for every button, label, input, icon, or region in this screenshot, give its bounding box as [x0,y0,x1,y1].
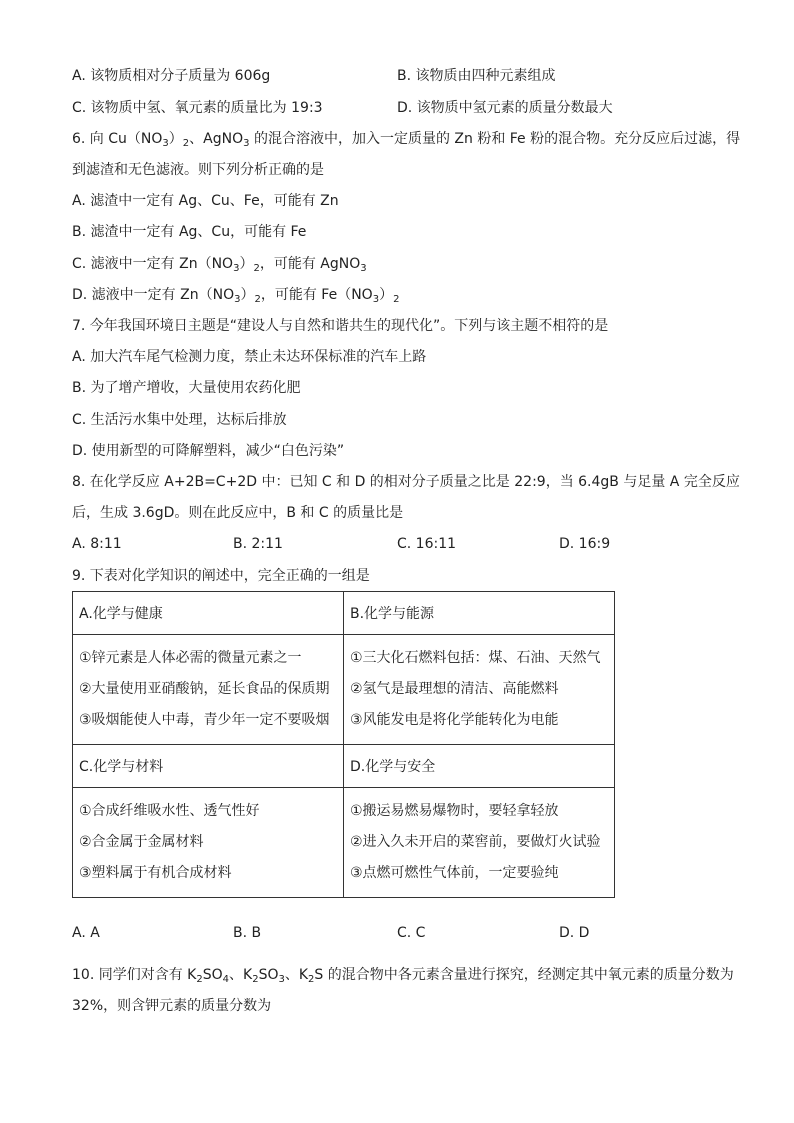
subscript: 3 [360,263,367,274]
q10-stem-line2: 32%，则含钾元素的质量分数为 [72,998,272,1014]
table-cell-d [344,788,615,898]
q8-option-d: D. 16:9 [559,536,611,552]
subscript: 3 [233,263,240,274]
q7-option-a: A. 加大汽车尾气检测力度，禁止未达环保标准的汽车上路 [72,349,427,365]
subscript: 2 [182,138,190,149]
q6-stem-text: ） [168,131,183,147]
q5-option-b: B. 该物质由四种元素组成 [397,68,556,84]
subscript: 2 [252,974,259,985]
table-item: ①搬运易燃易爆物时，要轻拿轻放 [350,803,559,819]
q9-option-d: D. D [559,925,590,941]
q9-option-a: A. A [72,925,100,941]
table-item: ①锌元素是人体必需的微量元素之一 [79,650,302,666]
table-cell-c [73,788,344,898]
q10-stem-text: SO [258,967,279,983]
q7-option-d: D. 使用新型的可降解塑料，减少“白色污染” [72,443,345,459]
q8-stem-line2: 后，生成 3.6gD。则在此反应中，B 和 C 的质量比是 [72,505,404,521]
table-item: ③点燃可燃性气体前，一定要验纯 [350,865,559,881]
q8-stem-line1: 8. 在化学反应 A+2B=C+2D 中：已知 C 和 D 的相对分子质量之比是 22:9，当 6.4gB 与足量 A 完全反应 [72,474,740,490]
subscript: 2 [308,974,315,985]
q7-option-b: B. 为了增产增收，大量使用农药化肥 [72,380,301,396]
q7-option-c: C. 生活污水集中处理，达标后排放 [72,412,287,428]
q9-stem: 9. 下表对化学知识的阐述中，完全正确的一组是 [72,568,370,584]
q6-stem-line2: 到滤渣和无色滤液。则下列分析正确的是 [72,162,324,178]
subscript: 3 [243,138,250,149]
table-cell-b [344,635,615,745]
table-item: ③塑料属于有机合成材料 [79,865,232,881]
q6-option-a: A. 滤渣中一定有 Ag、Cu、Fe，可能有 Zn [72,193,339,209]
q9-option-b: B. B [233,925,262,941]
q6-option-c [72,253,367,275]
subscript: 3 [234,294,241,305]
table-item: ①合成纤维吸水性、透气性好 [79,803,260,819]
q8-option-c: C. 16:11 [397,536,457,552]
table-item: ③吸烟能使人中毒，青少年一定不要吸烟 [79,712,330,728]
table-header-d: D.化学与安全 [344,745,615,788]
q7-stem: 7. 今年我国环境日主题是“建设人与自然和谐共生的现代化”。下列与该主题不相符的是 [72,318,609,334]
table-header-c: C.化学与材料 [73,745,344,788]
q8-option-a: A. 8:11 [72,536,122,552]
q6-option-c-text: ，可能有 AgNO [259,256,361,272]
subscript: 3 [372,294,380,305]
q6-option-c-text: C. 滤液中一定有 Zn（NO [72,256,234,272]
subscript: 2 [393,294,400,305]
q6-option-d-text: D. 滤液中一定有 Zn（NO [72,287,235,303]
q5-option-d: D. 该物质中氢元素的质量分数最大 [397,100,613,116]
subscript: 4 [222,974,230,985]
q10-stem-text: S 的混合物中各元素含量进行探究，经测定其中氧元素的质量分数为 [314,967,734,983]
subscript: 2 [253,263,260,274]
subscript: 2 [196,974,203,985]
table-item: ②进入久未开启的菜窖前，要做灯火试验 [350,834,601,850]
q6-option-d-text: ，可能有 Fe（NO [260,287,373,303]
q6-option-d [72,284,399,306]
table-item: ③风能发电是将化学能转化为电能 [350,712,559,728]
q5-option-c: C. 该物质中氢、氧元素的质量比为 19:3 [72,100,323,116]
q6-stem-line1 [72,128,740,150]
table-item: ②合金属于金属材料 [79,834,204,850]
q5-option-a: A. 该物质相对分子质量为 606g [72,68,271,84]
table-header-a: A.化学与健康 [73,592,344,635]
table-item: ②大量使用亚硝酸钠，延长食品的保质期 [79,681,330,697]
q10-stem-text: 、K [284,967,309,983]
table-header-b: B.化学与能源 [344,592,615,635]
q6-stem-text: 6. 向 Cu（NO [72,131,163,147]
subscript: 3 [162,138,169,149]
subscript: 3 [278,974,285,985]
table-item: ①三大化石燃料包括：煤、石油、天然气 [350,650,601,666]
q6-stem-text: 、AgNO [189,131,244,147]
q9-knowledge-table [72,591,615,898]
q10-stem-text: 、K [229,967,253,983]
q10-stem-text: SO [202,967,223,983]
q10-stem-text: 10. 同学们对含有 K [72,967,197,983]
q6-option-c-text: ） [239,256,254,272]
q6-stem-text: 的混合溶液中，加入一定质量的 Zn 粉和 Fe 粉的混合物。充分反应后过滤，得 [249,131,741,147]
q10-stem-line1 [72,964,734,986]
table-item: ②氢气是最理想的清洁、高能燃料 [350,681,559,697]
q9-option-c: C. C [397,925,426,941]
table-cell-a [73,635,344,745]
subscript: 2 [254,294,261,305]
q8-option-b: B. 2:11 [233,536,283,552]
q6-option-b: B. 滤渣中一定有 Ag、Cu，可能有 Fe [72,224,307,240]
q6-option-d-text: ） [379,287,394,303]
q6-option-d-text: ） [240,287,255,303]
